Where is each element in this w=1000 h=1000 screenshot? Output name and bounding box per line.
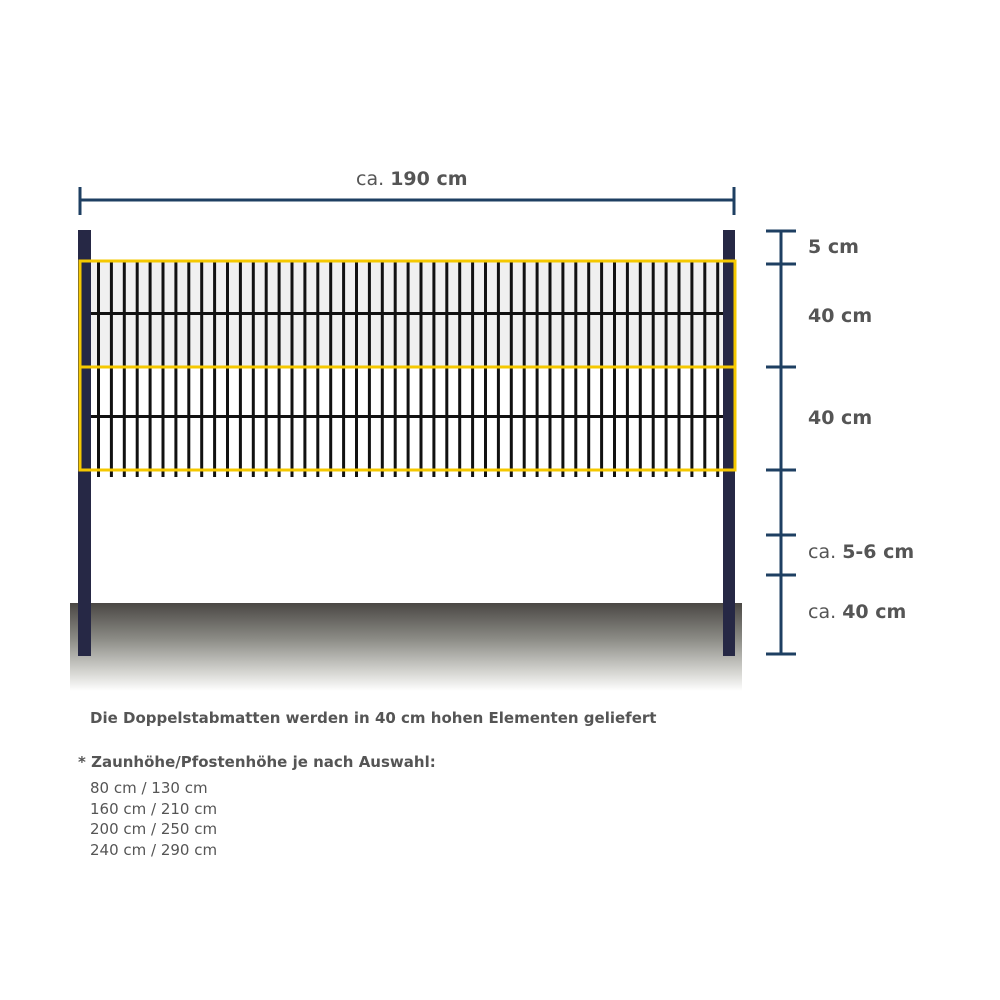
fence-bar: [226, 262, 229, 477]
dim-value: 40 cm: [842, 601, 907, 623]
dim-label-top-gap: [808, 236, 859, 258]
dim-value: 40 cm: [808, 305, 873, 327]
wire-lower: [80, 415, 735, 418]
fence-bar: [213, 262, 216, 477]
fence-bar: [716, 262, 719, 477]
fence-bar: [703, 262, 706, 477]
fence-bar: [239, 262, 242, 477]
delivery-note: Die Doppelstabmatten werden in 40 cm hohen Elementen geliefert: [90, 709, 657, 727]
fence-bar: [174, 262, 177, 477]
post-right: [723, 230, 735, 656]
fence-bar: [420, 262, 423, 477]
fence-bar: [432, 262, 435, 477]
fence-bar: [471, 262, 474, 477]
fence-bar: [265, 262, 268, 477]
heights-title: * Zaunhöhe/Pfostenhöhe je nach Auswahl:: [78, 753, 436, 771]
fence-bar: [303, 262, 306, 477]
dim-label-lower-panel: [808, 407, 872, 429]
fence-bar: [678, 262, 681, 477]
ground: [70, 603, 742, 691]
fence-bar: [536, 262, 539, 477]
fence-bar: [394, 262, 397, 477]
fence-bar: [458, 262, 461, 477]
dim-label-ground-gap: [808, 541, 914, 563]
fence-bar: [97, 262, 100, 477]
fence-bar: [561, 262, 564, 477]
dim-label-post-depth: [808, 601, 906, 623]
dim-value: 5-6 cm: [842, 541, 915, 563]
fence-bar: [497, 262, 500, 477]
dim-value: 5 cm: [808, 236, 859, 258]
height-option: 160 cm / 210 cm: [90, 800, 218, 818]
fence-bar: [316, 262, 319, 477]
fence-bar: [445, 262, 448, 477]
dim-prefix: ca.: [808, 601, 837, 623]
fence-bar: [149, 262, 152, 477]
fence-bar: [690, 262, 693, 477]
height-option: 80 cm / 130 cm: [90, 779, 208, 797]
fence-bar: [329, 262, 332, 477]
fence-bar: [600, 262, 603, 477]
fence-bar: [291, 262, 294, 477]
fence-bar: [613, 262, 616, 477]
width-label: [356, 168, 468, 190]
width-prefix: ca.: [356, 168, 385, 190]
fence-bar: [200, 262, 203, 477]
fence-bar: [549, 262, 552, 477]
fence-bar: [574, 262, 577, 477]
fence-bar: [639, 262, 642, 477]
height-option: 240 cm / 290 cm: [90, 841, 218, 859]
fence-bar: [510, 262, 513, 477]
fence-bar: [187, 262, 190, 477]
fence-bar: [381, 262, 384, 477]
height-dimension-line: [766, 230, 796, 655]
fence-bar: [278, 262, 281, 477]
fence-bar: [355, 262, 358, 477]
fence-bar: [587, 262, 590, 477]
width-dimension-line: [80, 187, 734, 215]
wire-upper: [80, 312, 735, 315]
fence-bar: [136, 262, 139, 477]
fence-bar: [123, 262, 126, 477]
width-value: 190 cm: [390, 168, 468, 190]
fence-bar: [626, 262, 629, 477]
fence-bar: [484, 262, 487, 477]
fence-bar: [342, 262, 345, 477]
fence-bar: [652, 262, 655, 477]
fence-bar: [110, 262, 113, 477]
fence-bar: [252, 262, 255, 477]
dim-prefix: ca.: [808, 541, 837, 563]
fence-bar: [523, 262, 526, 477]
fence-bar: [407, 262, 410, 477]
dim-label-upper-panel: [808, 305, 872, 327]
fence-bar: [162, 262, 165, 477]
height-option: 200 cm / 250 cm: [90, 820, 218, 838]
fence-bar: [665, 262, 668, 477]
fence-bar: [368, 262, 371, 477]
dim-value: 40 cm: [808, 407, 873, 429]
